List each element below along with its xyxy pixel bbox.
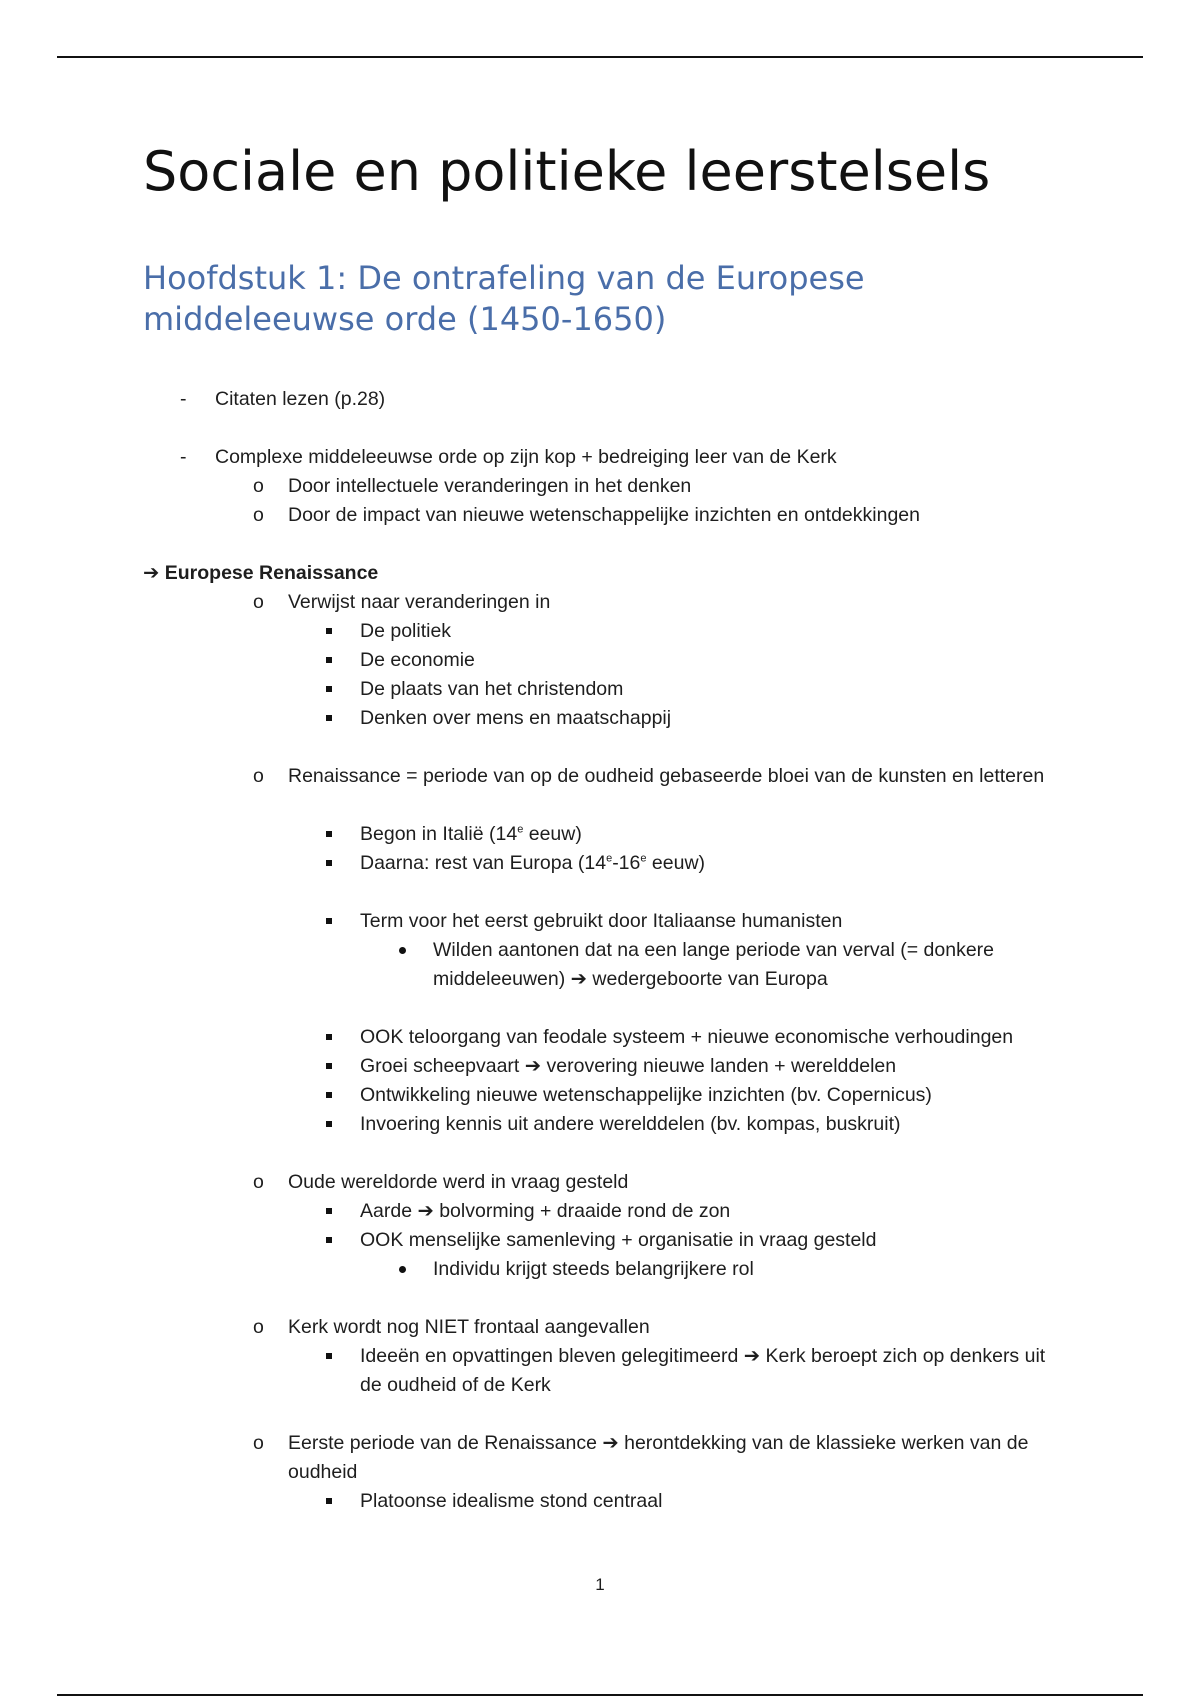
header-rule [57, 56, 1143, 58]
list-item: Individu krijgt steeds belangrijkere rol [0, 1255, 1200, 1284]
list-item: OOK teloorgang van feodale systeem + nieuwe economische verhoudingen [0, 1023, 1200, 1052]
circle-marker: o [253, 475, 264, 497]
list-item: OOK menselijke samenleving + organisatie in vraag gesteld [0, 1226, 1200, 1255]
list-item: De plaats van het christendom [0, 675, 1200, 704]
list-item: Daarna: rest van Europa (14e-16e eeuw) [0, 849, 1200, 878]
square-bullet-icon [326, 1498, 332, 1504]
circle-marker: o [253, 1316, 264, 1338]
list-item: o Oude wereldorde werd in vraag gesteld [0, 1168, 1200, 1197]
notes-body [0, 385, 1200, 1516]
list-item: - Citaten lezen (p.28) [0, 385, 1200, 414]
list-item: Wilden aantonen dat na een lange periode van verval (= donkere middeleeuwen) ➔ wedergeboorte van Europa [0, 936, 1200, 994]
square-bullet-icon [326, 1063, 332, 1069]
circle-marker: o [253, 591, 264, 613]
round-bullet-icon [399, 947, 406, 954]
circle-marker: o [253, 765, 264, 787]
chapter-heading: Hoofdstuk 1: De ontrafeling van de Europese middeleeuwse orde (1450-1650) [143, 259, 865, 338]
footer-rule [57, 1694, 1143, 1696]
list-item: - Complexe middeleeuwse orde op zijn kop + bedreiging leer van de Kerk [0, 443, 1200, 472]
list-item: Term voor het eerst gebruikt door Italiaanse humanisten [0, 907, 1200, 936]
section-heading: ➔ Europese Renaissance [143, 562, 379, 584]
square-bullet-icon [326, 657, 332, 663]
dash-marker: - [180, 388, 187, 410]
circle-marker: o [253, 1432, 264, 1454]
square-bullet-icon [326, 715, 332, 721]
list-item: o Eerste periode van de Renaissance ➔ herontdekking van de klassieke werken van de oudheid [0, 1429, 1200, 1487]
square-bullet-icon [326, 860, 332, 866]
square-bullet-icon [326, 628, 332, 634]
round-bullet-icon [399, 1266, 406, 1273]
list-item: De politiek [0, 617, 1200, 646]
square-bullet-icon [326, 1353, 332, 1359]
list-item: Denken over mens en maatschappij [0, 704, 1200, 733]
list-item: Ontwikkeling nieuwe wetenschappelijke inzichten (bv. Copernicus) [0, 1081, 1200, 1110]
list-item: o Kerk wordt nog NIET frontaal aangevallen [0, 1313, 1200, 1342]
list-item: o Renaissance = periode van op de oudheid gebaseerde bloei van de kunsten en letteren [0, 762, 1200, 820]
list-item: Begon in Italië (14e eeuw) [0, 820, 1200, 849]
list-item: Aarde ➔ bolvorming + draaide rond de zon [0, 1197, 1200, 1226]
list-item: De economie [0, 646, 1200, 675]
square-bullet-icon [326, 1034, 332, 1040]
list-item: Groei scheepvaart ➔ verovering nieuwe landen + werelddelen [0, 1052, 1200, 1081]
square-bullet-icon [326, 1092, 332, 1098]
list-item: o Door de impact van nieuwe wetenschappelijke inzichten en ontdekkingen [0, 501, 1200, 530]
circle-marker: o [253, 504, 264, 526]
square-bullet-icon [326, 918, 332, 924]
list-item: Ideeën en opvattingen bleven gelegitimeerd ➔ Kerk beroept zich op denkers uit de oudheid of de Kerk [0, 1342, 1200, 1400]
list-item: o Door intellectuele veranderingen in het denken [0, 472, 1200, 501]
square-bullet-icon [326, 686, 332, 692]
circle-marker: o [253, 1171, 264, 1193]
square-bullet-icon [326, 1208, 332, 1214]
page-number: 1 [595, 1575, 605, 1594]
document-title: Sociale en politieke leerstelsels [143, 140, 991, 203]
list-item: Platoonse idealisme stond centraal [0, 1487, 1200, 1516]
square-bullet-icon [326, 1237, 332, 1243]
square-bullet-icon [326, 831, 332, 837]
square-bullet-icon [326, 1121, 332, 1127]
list-item: o Verwijst naar veranderingen in [0, 588, 1200, 617]
list-item: Invoering kennis uit andere werelddelen (bv. kompas, buskruit) [0, 1110, 1200, 1139]
dash-marker: - [180, 446, 187, 468]
